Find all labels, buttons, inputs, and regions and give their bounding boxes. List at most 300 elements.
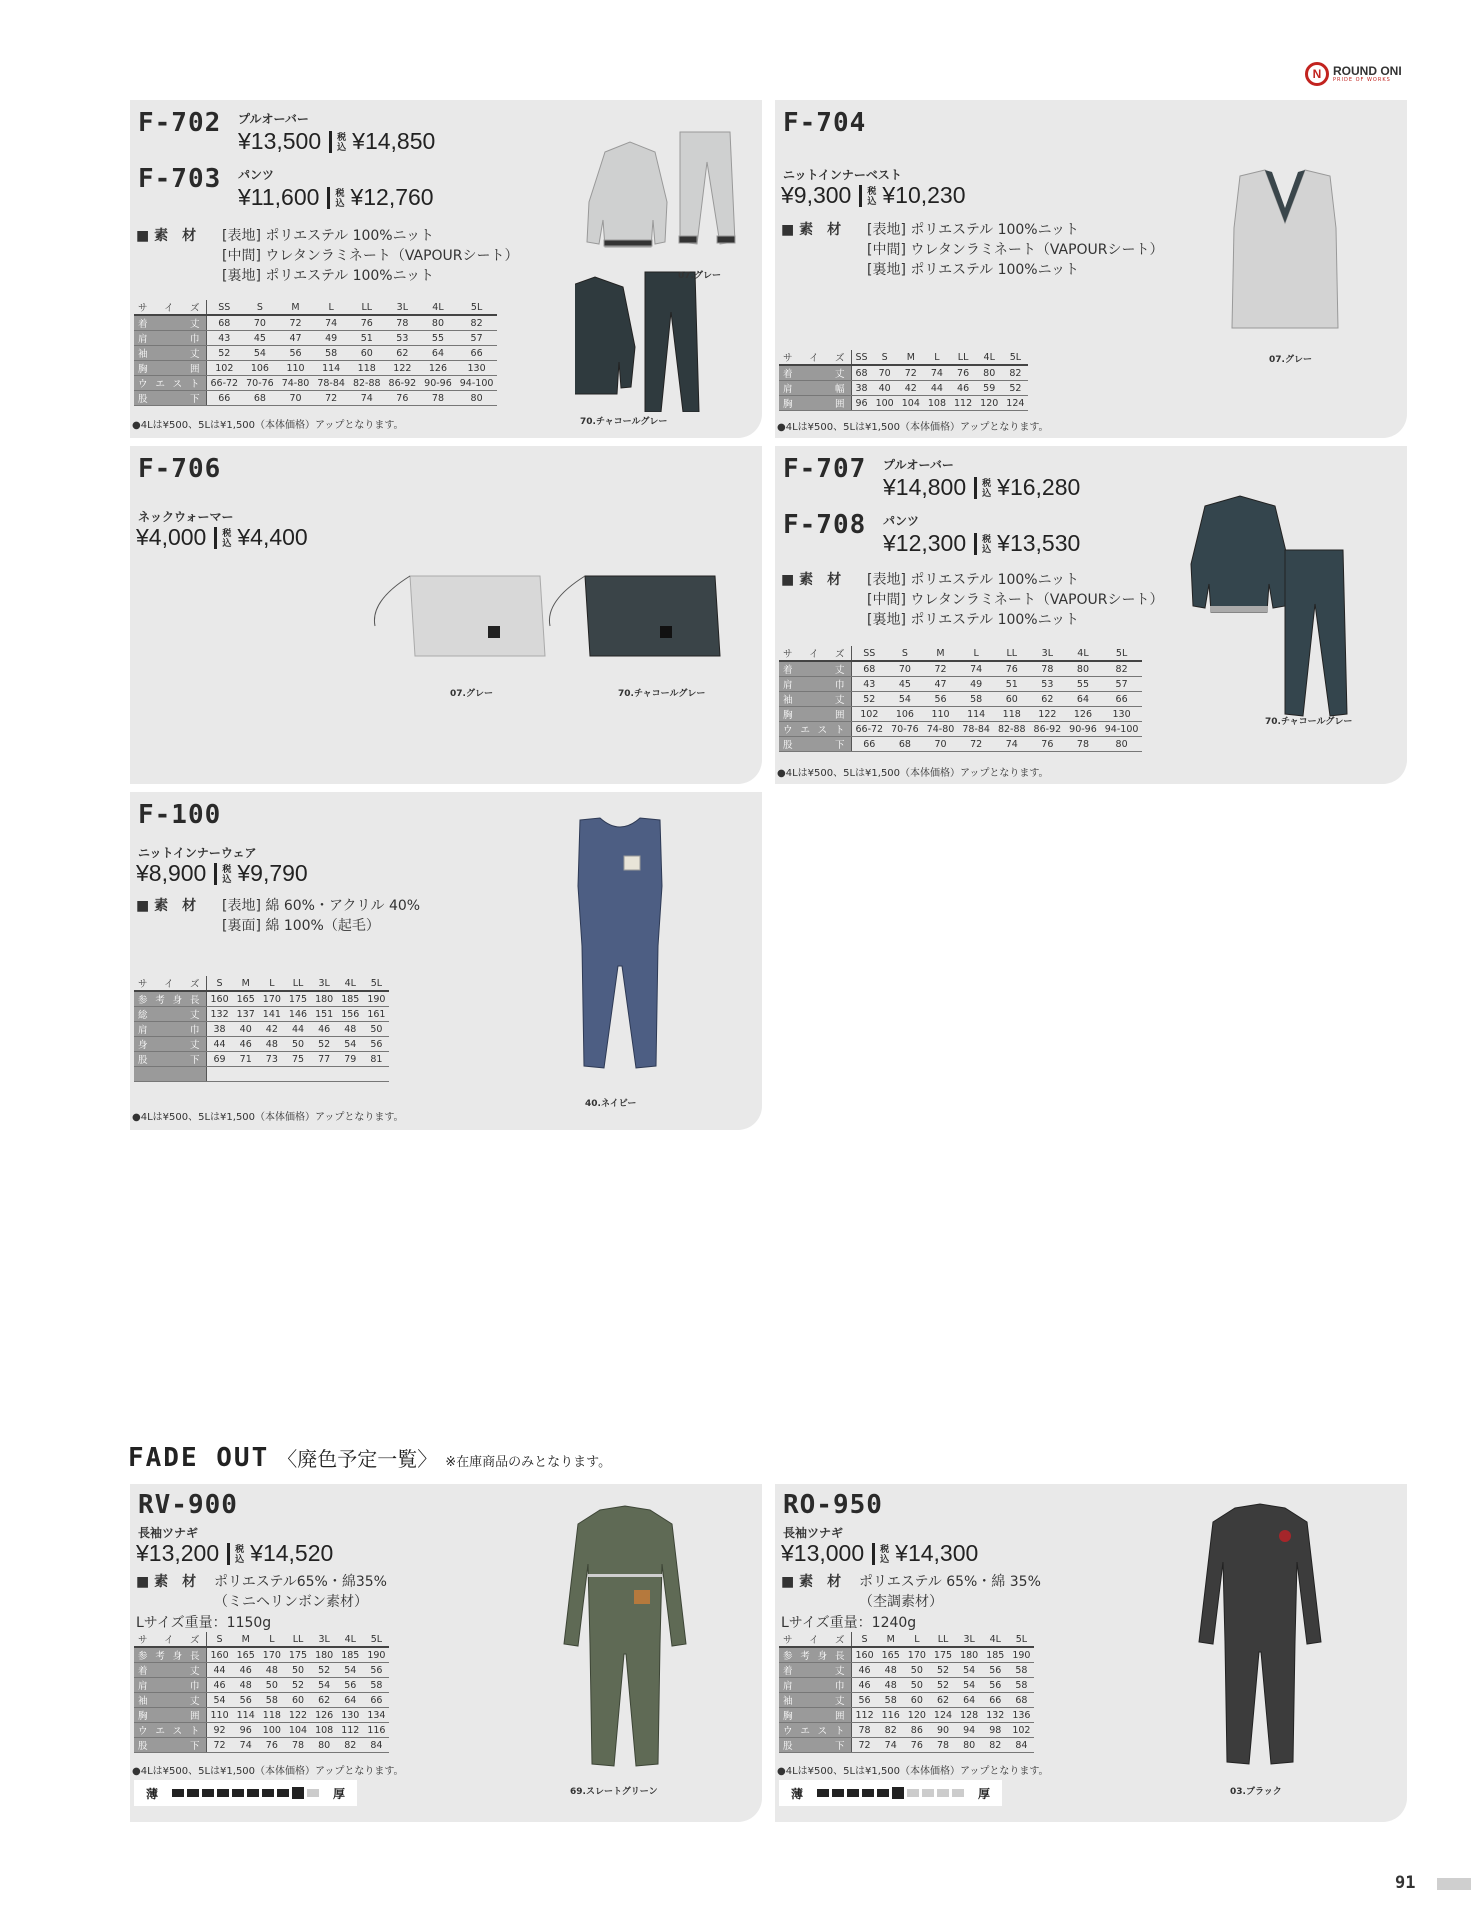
size-table-row	[134, 1037, 389, 1052]
material-line: [裏地] ポリエステル 100%ニット	[222, 268, 435, 284]
size-cell: 82	[337, 1738, 363, 1753]
size-cell: 66-72	[206, 376, 242, 391]
material-block	[781, 570, 1201, 634]
size-row-header: 着 丈	[779, 661, 851, 677]
size-row-header: 身 丈	[134, 1037, 206, 1052]
size-cell	[337, 1067, 363, 1082]
size-cell: 56	[982, 1678, 1008, 1693]
product-name: ニットインナーウェア	[138, 846, 257, 860]
round-oni-logo-icon: N	[1305, 62, 1329, 86]
size-cell: 45	[242, 331, 278, 346]
innerwear-illustration	[570, 816, 670, 1086]
material-line: [表地] ポリエステル 100%ニット	[867, 572, 1080, 588]
size-cell: 54	[311, 1678, 337, 1693]
price-row	[136, 1540, 333, 1567]
price-row	[136, 524, 308, 551]
size-cell: 58	[958, 692, 994, 707]
size-table-row	[134, 1052, 389, 1067]
size-cell: M	[278, 300, 314, 315]
material-label: ■ 素 材	[781, 222, 842, 238]
size-cell: 151	[311, 1007, 337, 1022]
size-cell: M	[233, 976, 259, 991]
size-row-header: 袖 丈	[134, 346, 206, 361]
size-cell: S	[242, 300, 278, 315]
size-cell: 72	[898, 365, 924, 381]
size-cell: 64	[956, 1693, 982, 1708]
size-cell: 80	[956, 1738, 982, 1753]
size-cell: 82	[878, 1723, 904, 1738]
size-cell	[206, 1067, 233, 1082]
size-cell: 86-92	[1030, 722, 1066, 737]
size-cell: 54	[206, 1693, 233, 1708]
size-table-row	[134, 1647, 389, 1663]
size-cell: 47	[278, 331, 314, 346]
price-row	[883, 530, 1080, 557]
size-table-row	[134, 1678, 389, 1693]
size-cell: 52	[851, 692, 887, 707]
product-name: ニットインナーベスト	[783, 168, 902, 182]
thickness-segment	[817, 1789, 829, 1797]
size-cell: 66	[851, 737, 887, 752]
thickness-scale	[134, 1780, 357, 1806]
size-cell: 170	[259, 1647, 285, 1663]
size-row-header: 肩 巾	[134, 1678, 206, 1693]
size-cell: 79	[337, 1052, 363, 1067]
size-table-row	[779, 1723, 1034, 1738]
thickness-bars	[817, 1787, 964, 1799]
size-cell: 130	[337, 1708, 363, 1723]
material-line: [中間] ウレタンラミネート（VAPOURシート）	[867, 592, 1164, 608]
size-cell: 175	[285, 1647, 311, 1663]
size-row-header: 着 丈	[134, 315, 206, 331]
size-cell: 160	[206, 991, 233, 1007]
size-cell: 180	[311, 1647, 337, 1663]
size-cell: 190	[1008, 1647, 1034, 1663]
size-cell: 66-72	[851, 722, 887, 737]
size-cell: 175	[930, 1647, 956, 1663]
size-row-header: 参考身長	[134, 991, 206, 1007]
size-row-header	[134, 1067, 206, 1082]
size-cell: 116	[878, 1708, 904, 1723]
size-row-header: 胸 囲	[134, 361, 206, 376]
size-cell: 160	[851, 1647, 878, 1663]
size-cell: LL	[950, 350, 976, 365]
size-cell: 78	[1030, 661, 1066, 677]
size-table	[779, 350, 1028, 411]
size-table-row	[779, 365, 1028, 381]
size-cell: 116	[363, 1723, 389, 1738]
size-cell: 3L	[956, 1632, 982, 1647]
size-cell: 4L	[337, 1632, 363, 1647]
size-cell: 156	[337, 1007, 363, 1022]
size-cell: 74	[924, 365, 950, 381]
size-cell: 102	[206, 361, 242, 376]
material-label: ■ 素 材	[136, 228, 197, 244]
product-panel-f704	[775, 100, 1407, 438]
size-cell: 43	[851, 677, 887, 692]
size-cell: 76	[1030, 737, 1066, 752]
size-cell: 100	[259, 1723, 285, 1738]
size-table-row	[134, 1022, 389, 1037]
size-cell: S	[887, 646, 923, 661]
product-panel-rv900	[130, 1484, 762, 1822]
material-line: [裏地] ポリエステル 100%ニット	[867, 262, 1080, 278]
size-cell: 52	[311, 1037, 337, 1052]
size-cell: 76	[994, 661, 1030, 677]
charcoal-pants	[645, 272, 699, 412]
size-cell: 80	[420, 315, 456, 331]
size-cell: 75	[285, 1052, 311, 1067]
size-table	[779, 1632, 1034, 1753]
tax-mark: 税 込	[222, 863, 232, 884]
size-cell: 4L	[420, 300, 456, 315]
size-cell: 108	[924, 396, 950, 411]
size-cell: L	[313, 300, 349, 315]
size-cell: 71	[233, 1052, 259, 1067]
size-cell: 165	[878, 1647, 904, 1663]
price-row	[883, 474, 1080, 501]
size-cell: 170	[259, 991, 285, 1007]
size-table-row	[134, 1693, 389, 1708]
size-table	[134, 300, 497, 406]
size-cell: 98	[982, 1723, 1008, 1738]
size-table-row	[134, 1663, 389, 1678]
size-cell: 76	[349, 315, 385, 331]
weight-label: Lサイズ重量：1150g	[136, 1615, 272, 1631]
material-label: ■ 素 材	[781, 1574, 842, 1590]
size-cell: 66	[363, 1693, 389, 1708]
size-cell: 110	[923, 707, 959, 722]
size-cell: 56	[278, 346, 314, 361]
thickness-segment	[202, 1789, 214, 1797]
thickness-segment	[217, 1789, 229, 1797]
size-cell: 70	[278, 391, 314, 406]
size-cell: 62	[930, 1693, 956, 1708]
color-caption: 70.チャコールグレー	[1265, 717, 1353, 727]
price-with-tax: ¥4,400	[237, 524, 308, 550]
product-name: プルオーバー	[238, 112, 309, 126]
material-line: [表地] 綿 60%・アクリル 40%	[222, 898, 421, 914]
fade-out-note: ※在庫商品のみとなります。	[445, 1455, 612, 1470]
product-name: パンツ	[238, 168, 275, 182]
size-row-header: 着 丈	[134, 1663, 206, 1678]
size-cell: M	[898, 350, 924, 365]
size-cell: 56	[337, 1678, 363, 1693]
size-cell: 62	[385, 346, 421, 361]
size-table-row	[779, 381, 1028, 396]
coverall-illustration	[1185, 1502, 1335, 1772]
product-name: 長袖ツナギ	[138, 1526, 199, 1540]
size-table-row	[779, 707, 1142, 722]
size-cell: L	[259, 976, 285, 991]
size-cell: 58	[313, 346, 349, 361]
size-cell: 4L	[976, 350, 1002, 365]
product-code: F-706	[138, 454, 222, 484]
size-cell: 112	[337, 1723, 363, 1738]
size-cell: 70	[872, 365, 898, 381]
size-cell: 84	[363, 1738, 389, 1753]
product-panel-ro950	[775, 1484, 1407, 1822]
size-cell: 72	[851, 1738, 878, 1753]
size-cell: 46	[950, 381, 976, 396]
size-cell: 58	[363, 1678, 389, 1693]
material-line: [中間] ウレタンラミネート（VAPOURシート）	[867, 242, 1164, 258]
grey-jacket	[587, 142, 667, 247]
size-cell: 56	[923, 692, 959, 707]
size-table-row	[779, 692, 1142, 707]
size-table-row	[779, 1693, 1034, 1708]
size-cell: 42	[898, 381, 924, 396]
price-note: ●4Lは¥500、5Lは¥1,500（本体価格）アップとなります。	[777, 422, 1049, 433]
thickness-segment	[922, 1789, 934, 1797]
size-cell: 70-76	[242, 376, 278, 391]
size-cell: 68	[851, 365, 872, 381]
size-cell: 132	[206, 1007, 233, 1022]
price-with-tax: ¥14,850	[352, 128, 436, 154]
size-row-header: 肩 巾	[134, 331, 206, 346]
size-cell: 90	[930, 1723, 956, 1738]
size-cell: 86-92	[385, 376, 421, 391]
size-cell: 56	[363, 1037, 389, 1052]
size-cell: 90-96	[420, 376, 456, 391]
size-cell: 96	[851, 396, 872, 411]
size-cell: 64	[420, 346, 456, 361]
size-table-row	[779, 1647, 1034, 1663]
size-table-row	[779, 661, 1142, 677]
price-note: ●4Lは¥500、5Lは¥1,500（本体価格）アップとなります。	[132, 1766, 404, 1777]
thickness-segment	[277, 1789, 289, 1797]
size-cell: 56	[363, 1663, 389, 1678]
size-cell: 124	[930, 1708, 956, 1723]
size-cell: 48	[259, 1663, 285, 1678]
size-table-row	[134, 976, 389, 991]
size-table-row	[134, 1708, 389, 1723]
size-table	[134, 1632, 389, 1753]
size-cell: 112	[851, 1708, 878, 1723]
size-cell: 104	[285, 1723, 311, 1738]
size-cell: 130	[456, 361, 498, 376]
material-line: （杢調素材）	[859, 1594, 943, 1610]
price-row	[781, 182, 966, 209]
size-cell: 118	[349, 361, 385, 376]
size-table-row	[134, 331, 497, 346]
material-block	[136, 896, 556, 940]
thickness-segment	[307, 1789, 319, 1797]
neck-warmer-illustration	[370, 556, 750, 676]
price-row	[136, 860, 308, 887]
product-name: 長袖ツナギ	[783, 1526, 844, 1540]
thickness-segment	[907, 1789, 919, 1797]
size-cell	[363, 1067, 389, 1082]
size-cell: 46	[233, 1037, 259, 1052]
product-name: ネックウォーマー	[138, 510, 234, 524]
size-cell: 72	[923, 661, 959, 677]
size-row-header: 股 下	[779, 1738, 851, 1753]
price-note: ●4Lは¥500、5Lは¥1,500（本体価格）アップとなります。	[132, 1112, 404, 1123]
size-cell: 48	[259, 1037, 285, 1052]
thick-label: 厚	[333, 1786, 346, 1801]
price-with-tax: ¥14,520	[250, 1540, 334, 1566]
size-cell: 52	[930, 1678, 956, 1693]
size-cell: 70	[887, 661, 923, 677]
fade-out-header	[128, 1443, 611, 1473]
price: ¥13,200	[136, 1540, 220, 1566]
size-row-header: 着 丈	[779, 365, 851, 381]
size-cell: 78-84	[958, 722, 994, 737]
thickness-bars	[172, 1787, 319, 1799]
thickness-segment	[247, 1789, 259, 1797]
size-cell: S	[872, 350, 898, 365]
size-table-row	[779, 1708, 1034, 1723]
size-cell: 118	[994, 707, 1030, 722]
size-cell: 134	[363, 1708, 389, 1723]
size-cell: 50	[285, 1037, 311, 1052]
size-cell: 48	[878, 1678, 904, 1693]
size-cell: 106	[887, 707, 923, 722]
size-cell: 38	[206, 1022, 233, 1037]
size-cell: 64	[1065, 692, 1101, 707]
size-cell: 46	[311, 1022, 337, 1037]
size-row-header: 参考身長	[134, 1647, 206, 1663]
thickness-segment	[832, 1789, 844, 1797]
size-cell: 114	[313, 361, 349, 376]
size-cell	[285, 1067, 311, 1082]
material-line: （ミニヘリンボン素材）	[214, 1594, 368, 1610]
size-cell: 50	[285, 1663, 311, 1678]
thickness-segment	[862, 1789, 874, 1797]
size-row-header: サ イ ズ	[779, 646, 851, 661]
size-cell: 66	[982, 1693, 1008, 1708]
size-cell: 78	[851, 1723, 878, 1738]
size-row-header: 股 下	[134, 1052, 206, 1067]
thickness-segment	[172, 1789, 184, 1797]
thickness-segment	[937, 1789, 949, 1797]
size-cell: 60	[285, 1693, 311, 1708]
size-row-header: ウ エ ス ト	[134, 376, 206, 391]
material-line: [中間] ウレタンラミネート（VAPOURシート）	[222, 248, 519, 264]
size-cell: 5L	[456, 300, 498, 315]
size-cell: 62	[311, 1693, 337, 1708]
product-panel-f707	[775, 446, 1407, 784]
material-block	[136, 226, 556, 290]
size-cell: 102	[851, 707, 887, 722]
material-line: [裏面] 綿 100%（起毛）	[222, 918, 380, 934]
size-cell: S	[851, 1632, 878, 1647]
coverall-illustration	[550, 1504, 700, 1774]
size-cell: S	[206, 1632, 233, 1647]
size-cell: 44	[206, 1663, 233, 1678]
size-table-row	[779, 396, 1028, 411]
thin-label: 薄	[791, 1786, 804, 1801]
garment-illustration	[1185, 494, 1395, 734]
size-cell: 43	[206, 331, 242, 346]
size-cell: 3L	[311, 976, 337, 991]
size-cell: 60	[349, 346, 385, 361]
size-cell: 124	[1002, 396, 1028, 411]
size-cell: 56	[982, 1663, 1008, 1678]
size-cell: LL	[285, 976, 311, 991]
size-cell: 126	[420, 361, 456, 376]
weight-label: Lサイズ重量：1240g	[781, 1615, 917, 1631]
size-cell: 185	[982, 1647, 1008, 1663]
size-cell: 120	[976, 396, 1002, 411]
tax-mark: 税 込	[222, 527, 232, 548]
size-cell: 80	[1101, 737, 1143, 752]
size-cell: 80	[456, 391, 498, 406]
size-cell: LL	[285, 1632, 311, 1647]
size-cell: 76	[259, 1738, 285, 1753]
size-cell: 102	[1008, 1723, 1034, 1738]
grey-pants	[679, 132, 735, 244]
size-table-row	[134, 361, 497, 376]
size-cell: 54	[337, 1037, 363, 1052]
size-table-row	[779, 350, 1028, 365]
price-note: ●4Lは¥500、5Lは¥1,500（本体価格）アップとなります。	[777, 768, 1049, 779]
size-cell: 3L	[385, 300, 421, 315]
size-cell: 128	[956, 1708, 982, 1723]
size-cell: 80	[1065, 661, 1101, 677]
color-caption: 69.スレートグリーン	[570, 1787, 658, 1797]
size-cell: 64	[337, 1693, 363, 1708]
size-cell: 165	[233, 991, 259, 1007]
color-caption: 40.ネイビー	[585, 1099, 637, 1109]
fade-out-title-jp: 〈廃色予定一覧〉	[277, 1447, 438, 1471]
size-row-header: 肩 巾	[134, 1022, 206, 1037]
thickness-segment	[187, 1789, 199, 1797]
size-cell: 94	[956, 1723, 982, 1738]
size-cell: 66	[456, 346, 498, 361]
size-cell: 74	[994, 737, 1030, 752]
size-cell: 78	[1065, 737, 1101, 752]
price-row	[238, 128, 435, 155]
size-cell: L	[924, 350, 950, 365]
size-row-header: 胸 囲	[779, 1708, 851, 1723]
size-row-header: 袖 丈	[134, 1693, 206, 1708]
size-cell: 48	[337, 1022, 363, 1037]
tax-mark: 税 込	[335, 187, 345, 208]
color-caption: 07.グレー	[1269, 355, 1312, 365]
size-cell: 46	[206, 1678, 233, 1693]
product-name: パンツ	[883, 514, 920, 528]
size-cell: 57	[1101, 677, 1143, 692]
size-row-header: 股 下	[779, 737, 851, 752]
thickness-segment	[262, 1789, 274, 1797]
size-cell: 68	[206, 315, 242, 331]
product-code: F-704	[783, 108, 867, 138]
thickness-segment	[892, 1787, 904, 1799]
size-cell: 60	[904, 1693, 930, 1708]
size-cell: 74	[313, 315, 349, 331]
size-cell	[259, 1067, 285, 1082]
tax-mark: 税 込	[235, 1543, 245, 1564]
size-cell: 175	[285, 991, 311, 1007]
size-cell: 161	[363, 1007, 389, 1022]
product-code: RV-900	[138, 1490, 238, 1520]
size-cell: M	[878, 1632, 904, 1647]
size-cell: 46	[233, 1663, 259, 1678]
product-panel-f706	[130, 446, 762, 784]
size-cell: 49	[958, 677, 994, 692]
size-cell: 5L	[363, 976, 389, 991]
size-cell: 3L	[1030, 646, 1066, 661]
size-table-row	[779, 646, 1142, 661]
price: ¥11,600	[238, 184, 320, 210]
size-cell: 50	[904, 1663, 930, 1678]
price-note: ●4Lは¥500、5Lは¥1,500（本体価格）アップとなります。	[132, 420, 404, 431]
size-cell: 47	[923, 677, 959, 692]
size-cell: SS	[851, 350, 872, 365]
material-label: ■ 素 材	[136, 1574, 197, 1590]
